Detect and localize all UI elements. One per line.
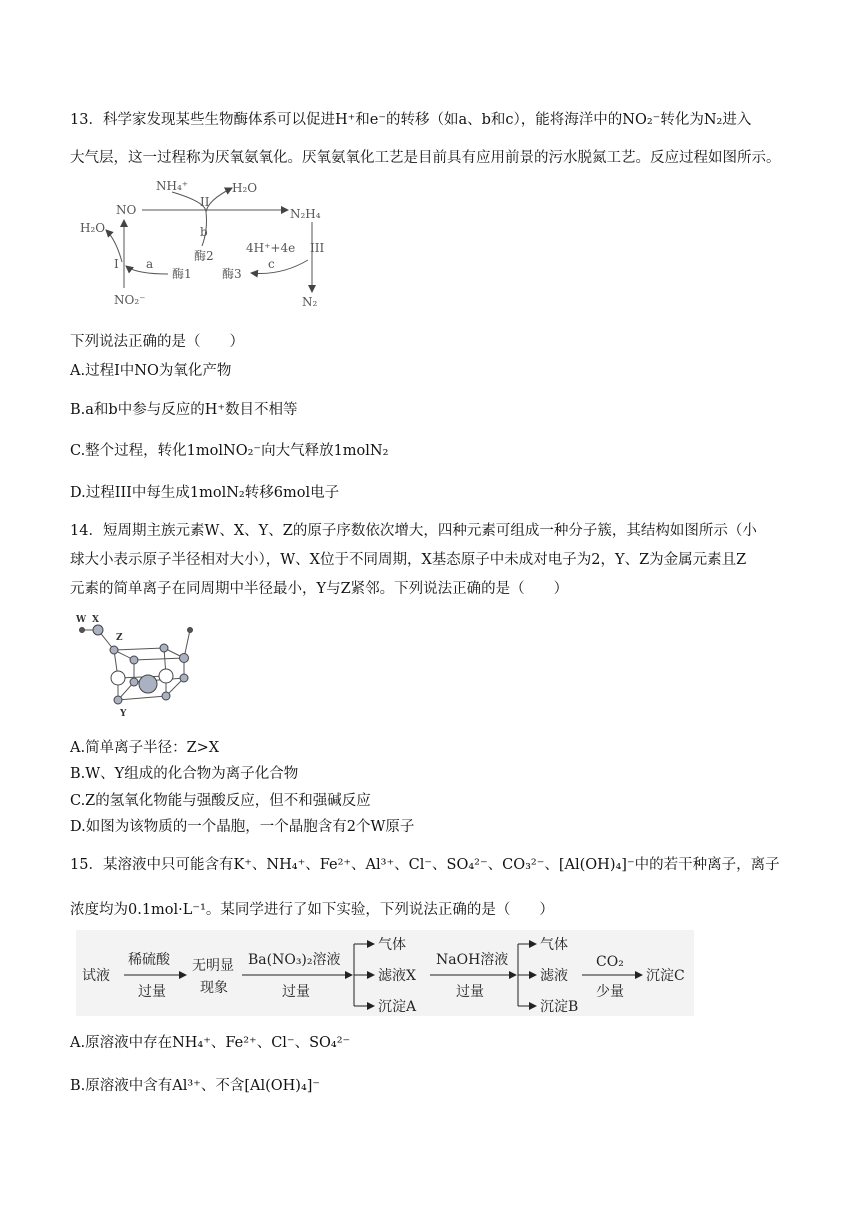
q14-option-a[interactable]: A.简单离子半径：Z>X [70,740,220,756]
q14-stem-line1: 14．短周期主族元素W、X、Y、Z的原子序数依次增大，四种元素可组成一种分子簇，其结构如图所示（小 [70,523,757,539]
fig-label-iii: III [310,241,325,255]
q13-option-d[interactable]: D.过程III中每生成1molN₂转移6mol电子 [70,485,340,501]
q13-prompt: 下列说法正确的是（ ） [70,334,244,350]
flow-reagent3: NaOH溶液 [436,952,509,968]
q14-option-b[interactable]: B.W、Y组成的化合物为离子化合物 [70,766,299,782]
flow-excess2: 过量 [282,984,310,1000]
fig-nh4: NH₄⁺ [156,179,189,193]
fig-label-a: a [146,257,154,271]
fig-hplus-e: 4H⁺+4e [246,241,296,255]
q14-option-d[interactable]: D.如图为该物质的一个晶胞，一个晶胞含有2个W原子 [70,819,415,835]
fig-label-c: c [268,257,275,271]
q14-cluster-figure [74,612,204,722]
fig-label-b: b [200,225,208,239]
q15-stem-line1: 15．某溶液中只可能含有K⁺、NH₄⁺、Fe²⁺、Al³⁺、Cl⁻、SO₄²⁻、CO₃²⁻、[Al(OH)₄]⁻中的若干种离子，离子 [70,857,780,873]
fig-label-ii: II [200,195,210,209]
q15-flow-chart [76,930,694,1016]
fig-no: NO [116,203,137,217]
flow-gas1: 气体 [378,937,406,953]
fig-label-w: W [76,615,87,625]
fig-label-i: I [114,257,119,271]
fig-no2: NO₂⁻ [114,293,146,307]
fig-enzyme2: 酶2 [194,249,214,263]
q14-option-c[interactable]: C.Z的氢氧化物能与强酸反应，但不和强碱反应 [70,793,371,809]
fig-label-y: Y [120,709,127,719]
q15-option-a[interactable]: A.原溶液中存在NH₄⁺、Fe²⁺、Cl⁻、SO₄²⁻ [70,1035,351,1051]
fig-label-z: Z [116,633,123,643]
q13-option-b[interactable]: B.a和b中参与反应的H⁺数目不相等 [70,402,298,418]
fig-h2o-top: H₂O [232,181,258,195]
fig-label-x: X [92,615,99,625]
q14-stem-line2: 球大小表示原子半径相对大小），W、X位于不同周期，X基态原子中未成对电子为2，Y、Z为金属元素且Z [70,552,747,568]
q13-stem-line1: 13．科学家发现某些生物酶体系可以促进H⁺和e⁻的转移（如a、b和c），能将海洋中的NO₂⁻转化为N₂进入 [70,112,752,128]
q15-option-b[interactable]: B.原溶液中含有Al³⁺、不含[Al(OH)₄]⁻ [70,1078,321,1094]
flow-no-change1: 无明显 [192,958,234,974]
flow-little: 少量 [596,984,624,1000]
q13-option-c[interactable]: C.整个过程，转化1molNO₂⁻向大气释放1molN₂ [70,443,389,459]
q15-stem-line2: 浓度均为0.1mol·L⁻¹。某同学进行了如下实验，下列说法正确的是（ ） [70,902,554,918]
flow-ppt-c: 沉淀C [646,968,685,984]
flow-gas2: 气体 [540,937,568,953]
fig-n2h4: N₂H₄ [290,207,321,221]
q13-reaction-diagram [76,172,346,312]
q13-option-a[interactable]: A.过程Ⅰ中NO为氧化产物 [70,363,232,379]
flow-ppt-b: 沉淀B [540,999,579,1015]
q13-stem-line2: 大气层，这一过程称为厌氧氨氧化。厌氧氨氧化工艺是目前具有应用前景的污水脱氮工艺。反应过程如图所示。 [70,150,781,166]
flow-excess3: 过量 [456,984,484,1000]
flow-filtrate: 滤液 [540,968,568,984]
flow-filtrate-x: 滤液X [378,968,416,984]
q14-stem-line3: 元素的简单离子在同周期中半径最小，Y与Z紧邻。下列说法正确的是（ ） [70,581,569,597]
flow-ppt-a: 沉淀A [378,999,417,1015]
fig-h2o-left: H₂O [80,221,106,235]
flow-co2: CO₂ [596,954,624,970]
flow-no-change2: 现象 [200,980,228,996]
flow-acid: 稀硫酸 [128,952,170,968]
fig-enzyme1: 酶1 [172,267,192,281]
flow-excess1: 过量 [138,984,166,1000]
fig-n2: N₂ [302,295,318,309]
flow-reagent2: Ba(NO₃)₂溶液 [248,952,341,968]
fig-enzyme3: 酶3 [222,267,242,281]
flow-start: 试液 [82,968,110,984]
